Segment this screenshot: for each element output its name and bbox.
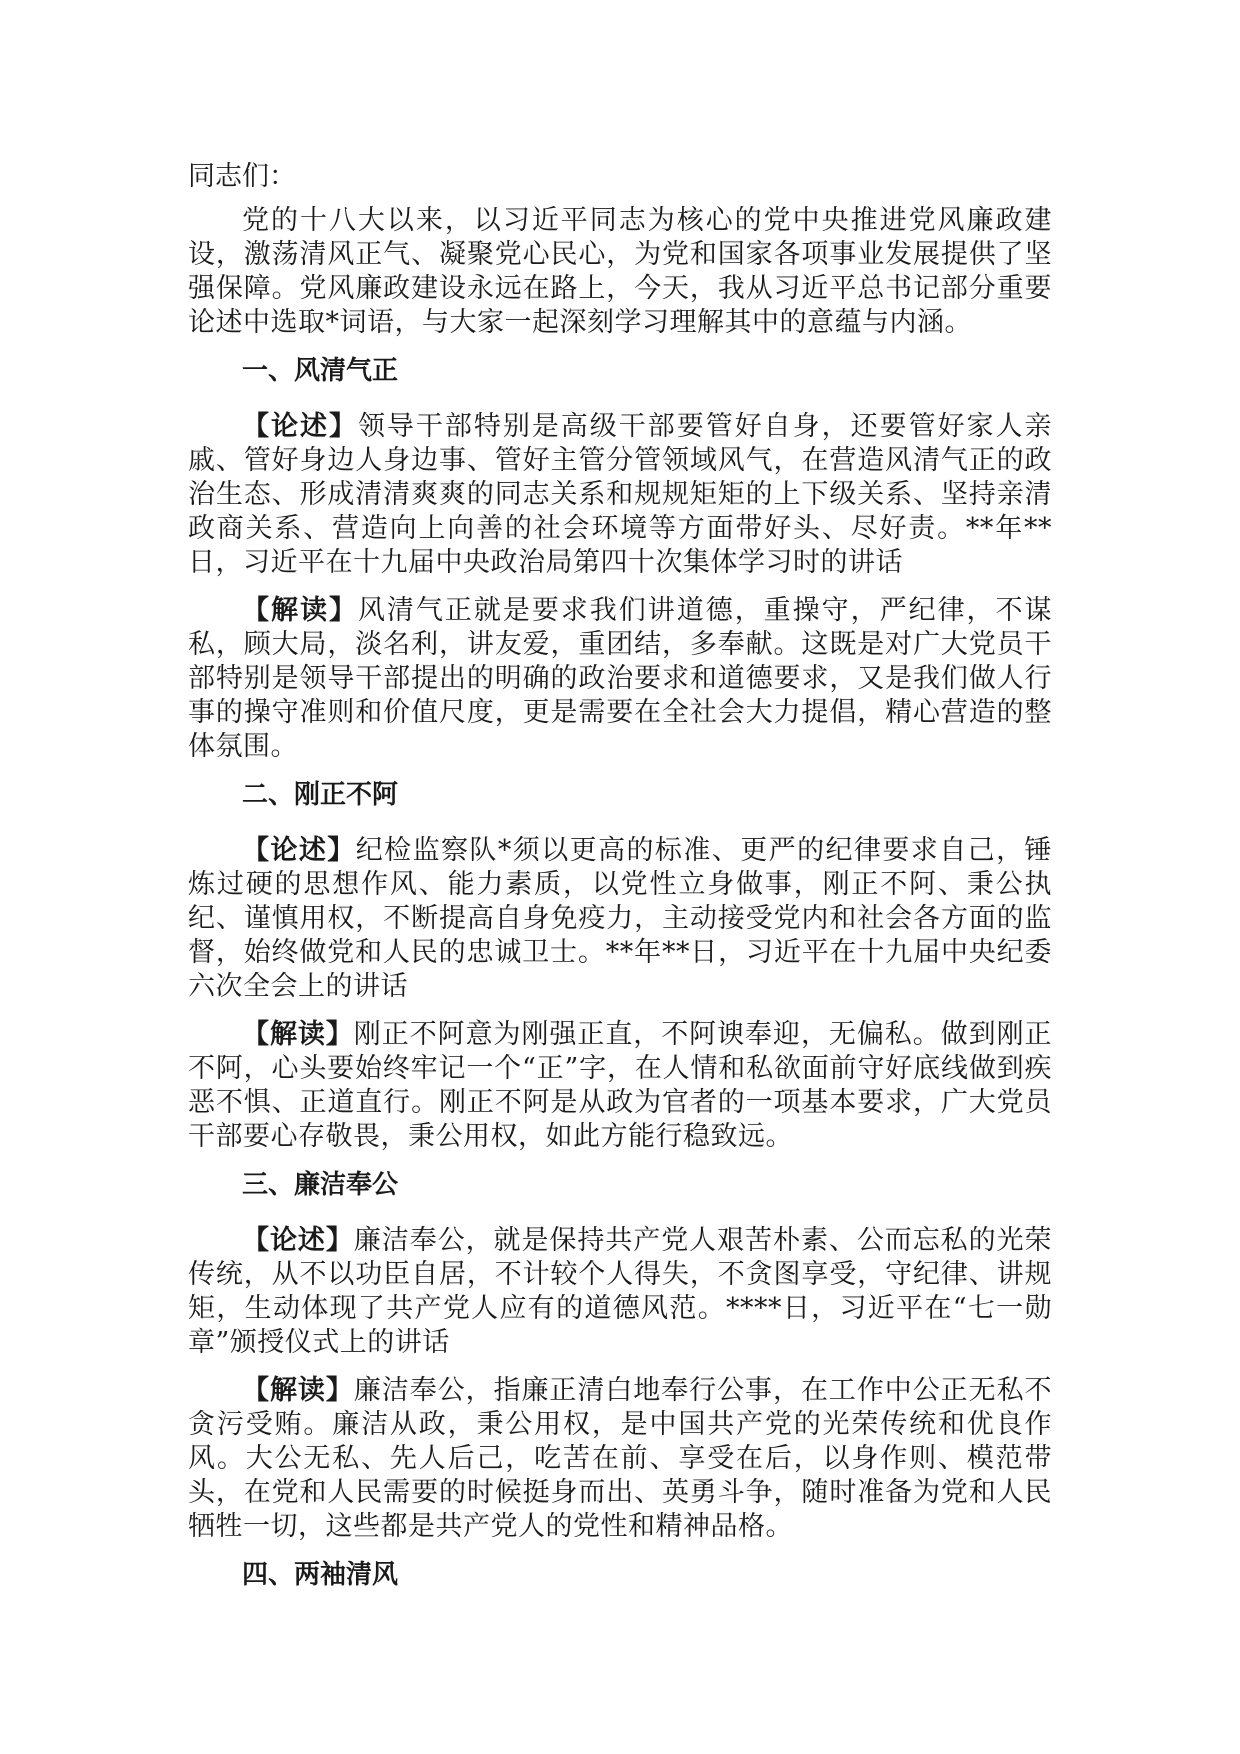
section-heading: 一、风清气正 — [242, 356, 399, 386]
section-heading-4: 四、两袖清风 — [242, 1560, 399, 1590]
lunshu-paragraph — [188, 410, 1052, 580]
lunshu-label: 【论述】 — [242, 411, 358, 442]
lunshu-label: 【论述】 — [242, 1225, 354, 1256]
jiedu-label: 【解读】 — [242, 595, 358, 626]
section-heading: 二、刚正不阿 — [242, 780, 399, 810]
lunshu-label: 【论述】 — [242, 835, 356, 866]
section-1 — [188, 354, 1052, 764]
jiedu-text: 廉洁奉公，指廉正清白地奉行公事，在工作中公正无私不贪污受贿。廉洁从政，秉公用权，是中国共产党的光荣传统和优良作风。大公无私、先人后己，吃苦在前、享受在后，以身作则、模范带头，在党和人民需要的时候挺身而出、英勇斗争，随时准备为党和人民牺牲一切，这些都是共产党人的党性和精神品格。 — [188, 1375, 1053, 1542]
jiedu-label: 【解读】 — [242, 1375, 354, 1406]
jiedu-paragraph — [188, 594, 1052, 764]
jiedu-label: 【解读】 — [242, 1019, 354, 1050]
lunshu-paragraph — [188, 1224, 1052, 1360]
section-2 — [188, 778, 1052, 1154]
jiedu-paragraph — [188, 1374, 1052, 1544]
section-heading: 三、廉洁奉公 — [242, 1170, 399, 1200]
jiedu-text: 风清气正就是要求我们讲道德，重操守，严纪律，不谋私，顾大局，淡名利，讲友爱，重团结，多奉献。这既是对广大党员干部特别是领导干部提出的明确的政治要求和道德要求，又是我们做人行事的操守准则和价值尺度，更是需要在全社会大力提倡，精心营造的整体氛围。 — [188, 595, 1053, 762]
lunshu-paragraph — [188, 834, 1052, 1004]
section-3 — [188, 1168, 1052, 1544]
jiedu-paragraph — [188, 1018, 1052, 1154]
jiedu-text: 刚正不阿意为刚强正直，不阿谀奉迎，无偏私。做到刚正不阿，心头要始终牢记一个“正”字，在人情和私欲面前守好底线做到疾恶不惧、正道直行。刚正不阿是从政为官者的一项基本要求，广大党员干部要心存敬畏，秉公用权，如此方能行稳致远。 — [188, 1019, 1053, 1152]
greeting: 同志们： — [188, 161, 296, 192]
lunshu-text: 廉洁奉公，就是保持共产党人艰苦朴素、公而忘私的光荣传统，从不以功臣自居，不计较个人得失，不贪图享受，守纪律、讲规矩，生动体现了共产党人应有的道德风范。****日，习近平在“七一勋章”颁授仪式上的讲话 — [188, 1225, 1053, 1358]
lunshu-text: 领导干部特别是高级干部要管好自身，还要管好家人亲戚、管好身边人身边事、管好主管分管领域风气，在营造风清气正的政治生态、形成清清爽爽的同志关系和规规矩矩的上下级关系、坚持亲清政商关系、营造向上向善的社会环境等方面带好头、尽好责。**年**日，习近平在十九届中央政治局第四十次集体学习时的讲话 — [188, 411, 1053, 578]
document-page — [188, 160, 1052, 1614]
lunshu-text: 纪检监察队*须以更高的标准、更严的纪律要求自己，锤炼过硬的思想作风、能力素质，以党性立身做事，刚正不阿、秉公执纪、谨慎用权，不断提高自身免疫力，主动接受党内和社会各方面的监督，始终做党和人民的忠诚卫士。**年**日，习近平在十九届中央纪委六次全会上的讲话 — [188, 835, 1053, 1002]
intro-paragraph: 党的十八大以来，以习近平同志为核心的党中央推进党风廉政建设，激荡清风正气、凝聚党心民心，为党和国家各项事业发展提供了坚强保障。党风廉政建设永远在路上，今天，我从习近平总书记部分重要论述中选取*词语，与大家一起深刻学习理解其中的意蕴与内涵。 — [188, 205, 1052, 338]
